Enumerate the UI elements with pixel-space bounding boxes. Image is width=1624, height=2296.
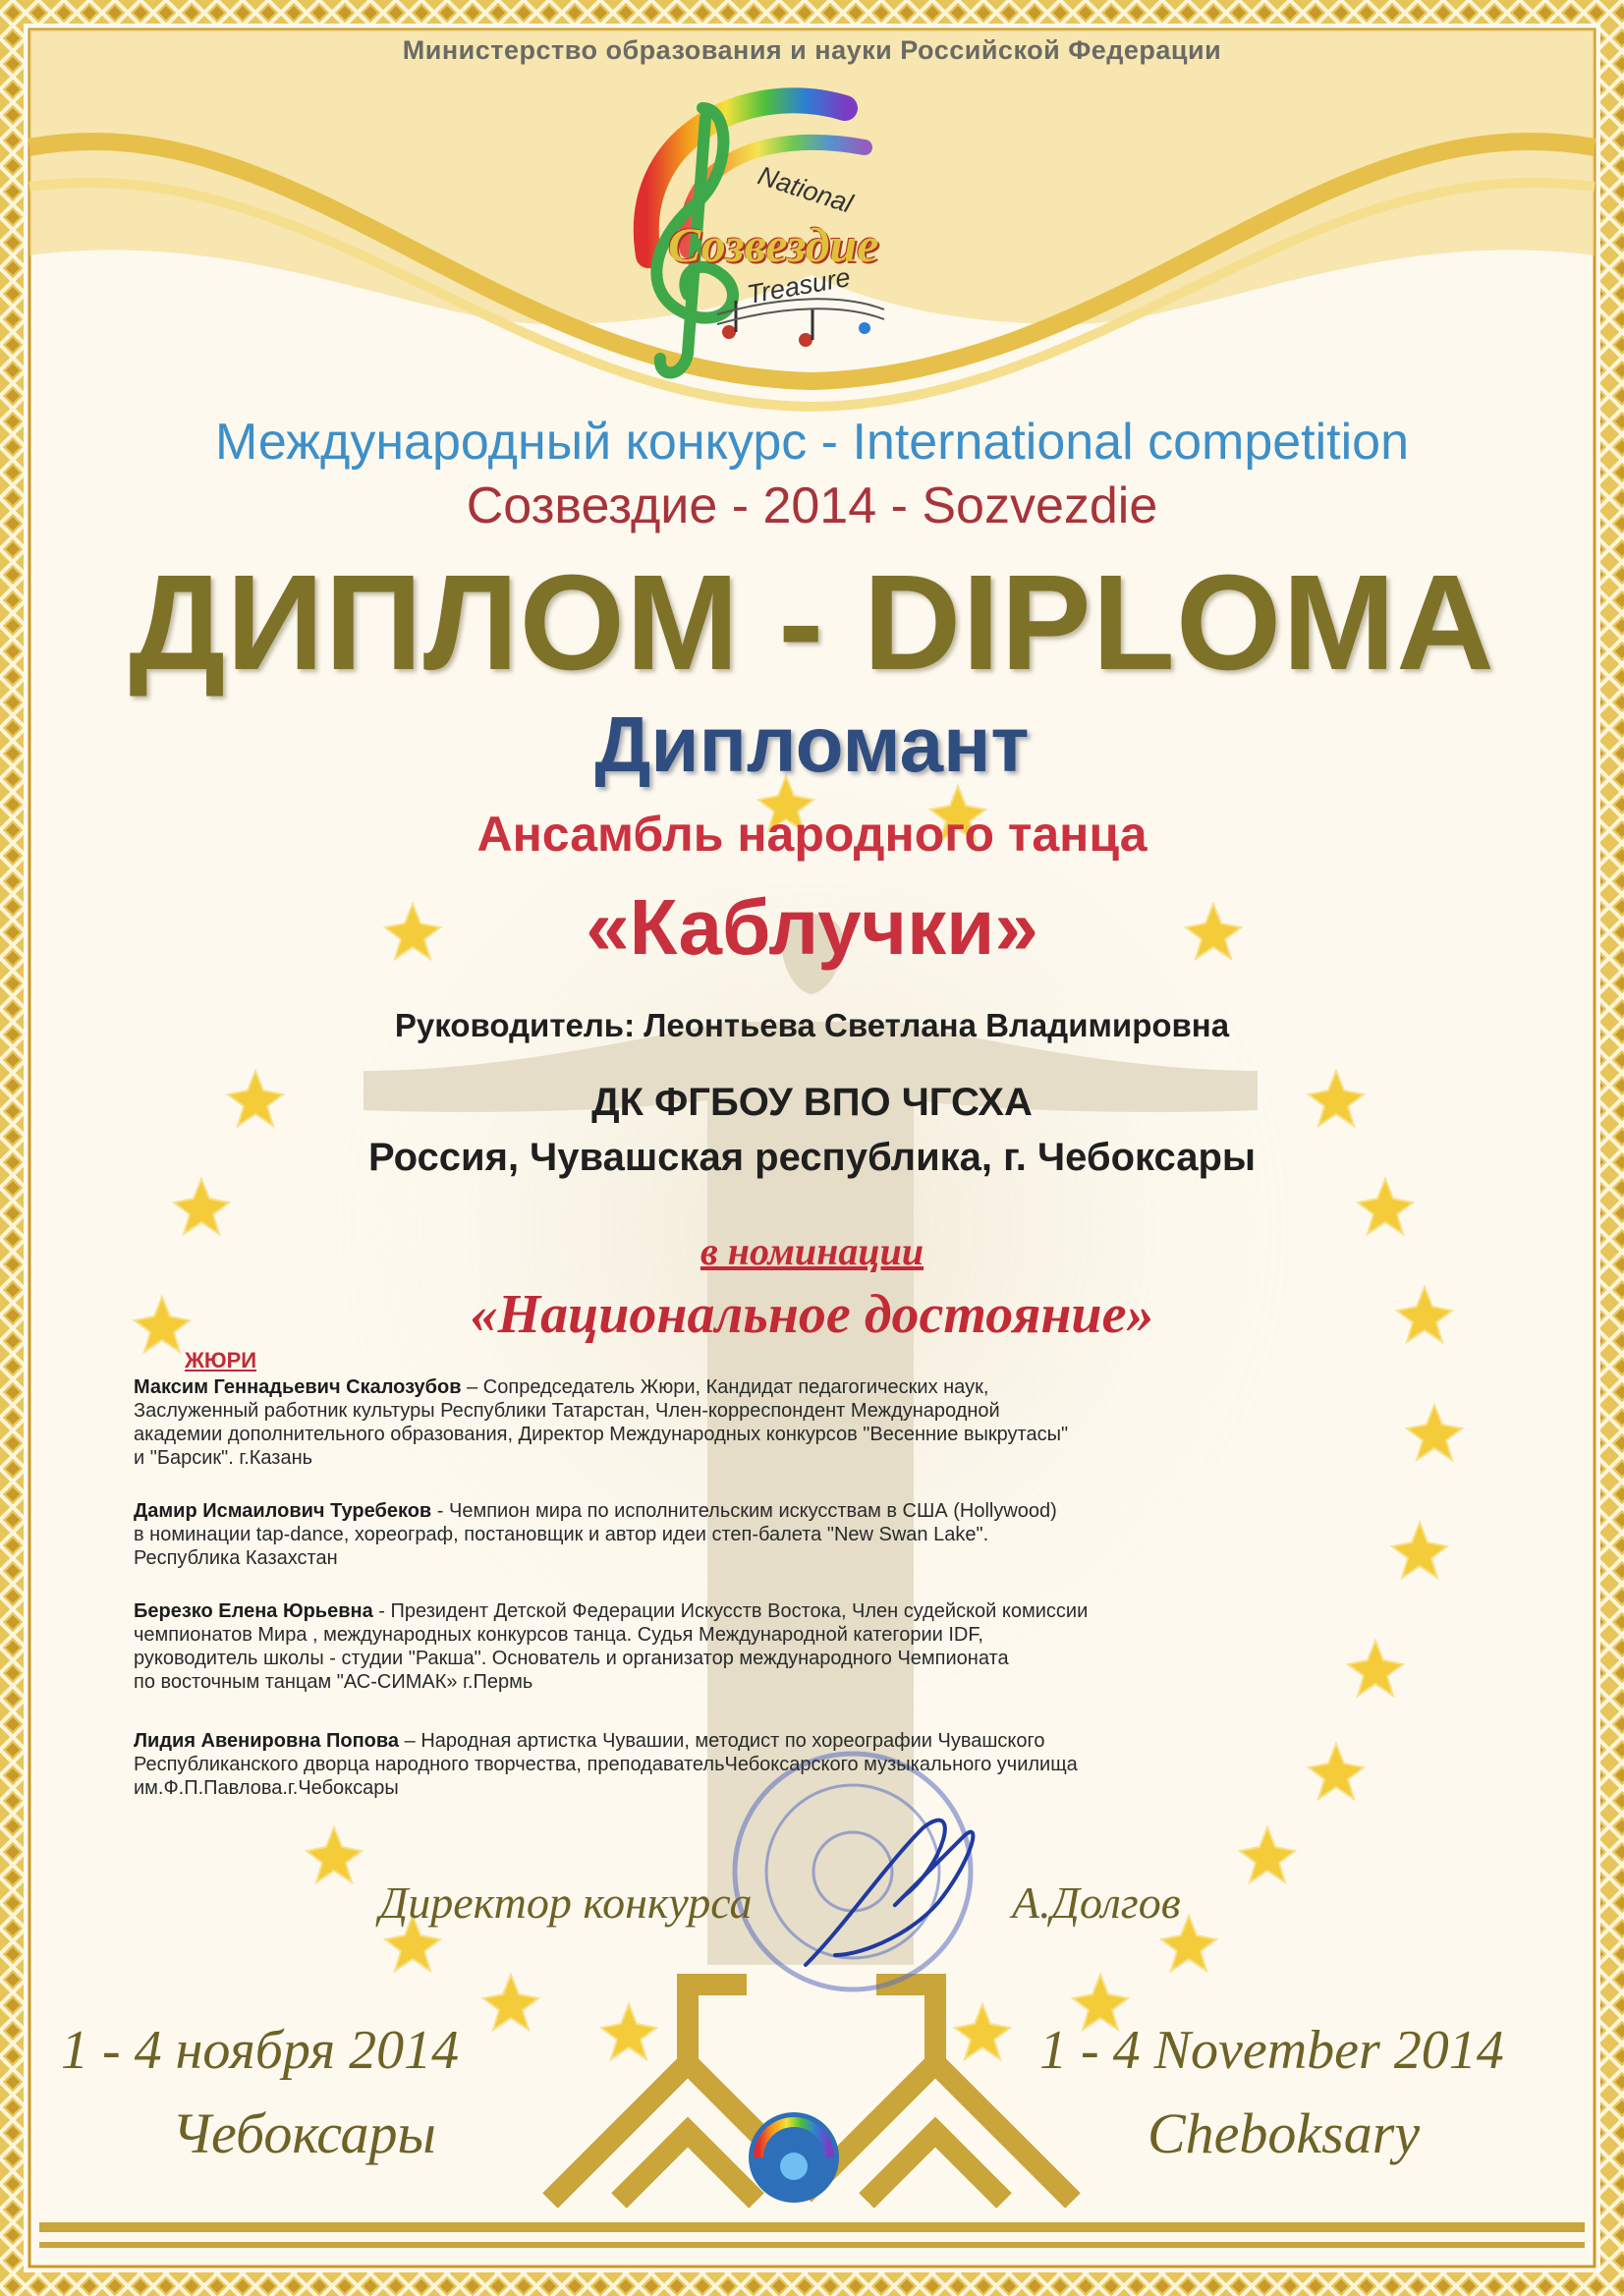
jury-member-line: Президент Детской Федерации Искусств Востока, Член судейской комиссии (390, 1600, 1089, 1622)
location: Россия, Чувашская республика, г. Чебоксары (367, 1136, 1257, 1179)
jury-member-name: Дамир Исмаилович Туребеков (134, 1500, 432, 1522)
jury-member-line: руководитель школы - студии "Ракша". Основатель и организатор международного Чемпионата (134, 1648, 1009, 1669)
jury-member-line: Заслуженный работник культуры Республики Татарстан, Член-корреспондент Международной (134, 1400, 1000, 1422)
nomination-name: «Национальное достояние» (470, 1284, 1154, 1345)
logo-name-text: Созвездие (668, 217, 879, 272)
nomination-label: в номинации (700, 1229, 924, 1273)
jury-member-line: по восточным танцам "АС-СИМАК» г.Пермь (134, 1671, 533, 1693)
competition-line-1: Международный конкурс - International competition (214, 414, 1410, 471)
date-english: 1 - 4 November 2014 (1039, 2020, 1504, 2081)
jury-member-line: академии дополнительного образования, Директор Международных конкурсов "Весенние выкрутасы" (134, 1424, 1069, 1445)
city-english: Cheboksary (1148, 2101, 1421, 2165)
ministry-header: Министерство образования и науки Российской Федерации (402, 35, 1222, 65)
jury-member: Максим Геннадьевич Скалозубов – Сопредседатель Жюри, Кандидат педагогических наук, Заслуженный работник культуры Республики Татарстан, Член-корреспондент Международной академии дополнительного образования, Директор Международных конкурсов "Весенние выкрутасы" и "Барсик". г.Казань (134, 1376, 1069, 1469)
jury-member-line: в номинации tap-dance, хореограф, постановщик и автор идеи степ-балета "New Swan Lake". (134, 1524, 989, 1545)
jury-member-name: Лидия Авенировна Попова (134, 1730, 400, 1752)
jury-member-name: Максим Геннадьевич Скалозубов (134, 1376, 462, 1398)
ensemble-type: Ансамбль народного танца (476, 807, 1148, 862)
jury-member-line: Сопредседатель Жюри, Кандидат педагогических наук, (482, 1376, 989, 1398)
director-label: Директор конкурса (379, 1877, 753, 1928)
diploma-title: ДИПЛОМ - DIPLOMA (129, 547, 1495, 699)
jury-member-line: чемпионатов Мира , международных конкурсов танца. Судья Международной категории IDF, (134, 1624, 983, 1646)
jury-member-line: Чемпион мира по исполнительским искусствам в США (Hollywood) (449, 1500, 1057, 1522)
date-russian: 1 - 4 ноября 2014 (61, 2020, 460, 2081)
jury-member-line: им.Ф.П.Павлова.г.Чебоксары (134, 1777, 399, 1799)
jury-heading: ЖЮРИ (185, 1348, 257, 1372)
award-title: Дипломант (594, 700, 1030, 788)
jury-member-line: Народная артистка Чувашии, методист по хореографии Чувашского (420, 1730, 1045, 1752)
competition-line-2: Созвездие - 2014 - Sozvezdie (466, 477, 1158, 534)
city-russian: Чебоксары (172, 2101, 436, 2165)
jury-member-name: Березко Елена Юрьевна (134, 1600, 373, 1622)
jury-member: Лидия Авенировна Попова – Народная артистка Чувашии, методист по хореографии Чувашского Республиканского дворца народного творчества, преподавательЧебоксарского музыкального училища им.Ф.П.Павлова.г.Чебоксары (134, 1730, 1078, 1799)
logo-national-text: National (754, 160, 857, 219)
jury-member-line: Республиканского дворца народного творчества, преподавательЧебоксарского музыкального училища (134, 1754, 1078, 1775)
director-name: А.Долгов (1012, 1877, 1181, 1928)
jury-member-line: и "Барсик". г.Казань (134, 1447, 313, 1469)
jury-member: Дамир Исмаилович Туребеков - Чемпион мира по исполнительским искусствам в США (Hollywood) в номинации tap-dance, хореограф, постановщик и автор идеи степ-балета "New Swan Lake". Республика Казахстан (134, 1500, 1057, 1569)
logo-treasure-text: Treasure (745, 262, 853, 309)
jury-member-line: Республика Казахстан (134, 1547, 338, 1569)
institution: ДК ФГБОУ ВПО ЧГСХА (591, 1081, 1033, 1124)
ensemble-name: «Каблучки» (586, 883, 1038, 971)
bottom-emblem (749, 2112, 839, 2203)
jury-member: Березко Елена Юрьевна - Президент Детской Федерации Искусств Востока, Член судейской комиссии чемпионатов Мира , международных конкурсов танца. Судья Международной категории IDF, руководитель школы - студии "Ракша". Основатель и организатор международного Чемпионата по восточным танцам "АС-СИМАК» г.Пермь (134, 1600, 1089, 1693)
ensemble-leader: Руководитель: Леонтьева Светлана Владимировна (394, 1007, 1230, 1043)
